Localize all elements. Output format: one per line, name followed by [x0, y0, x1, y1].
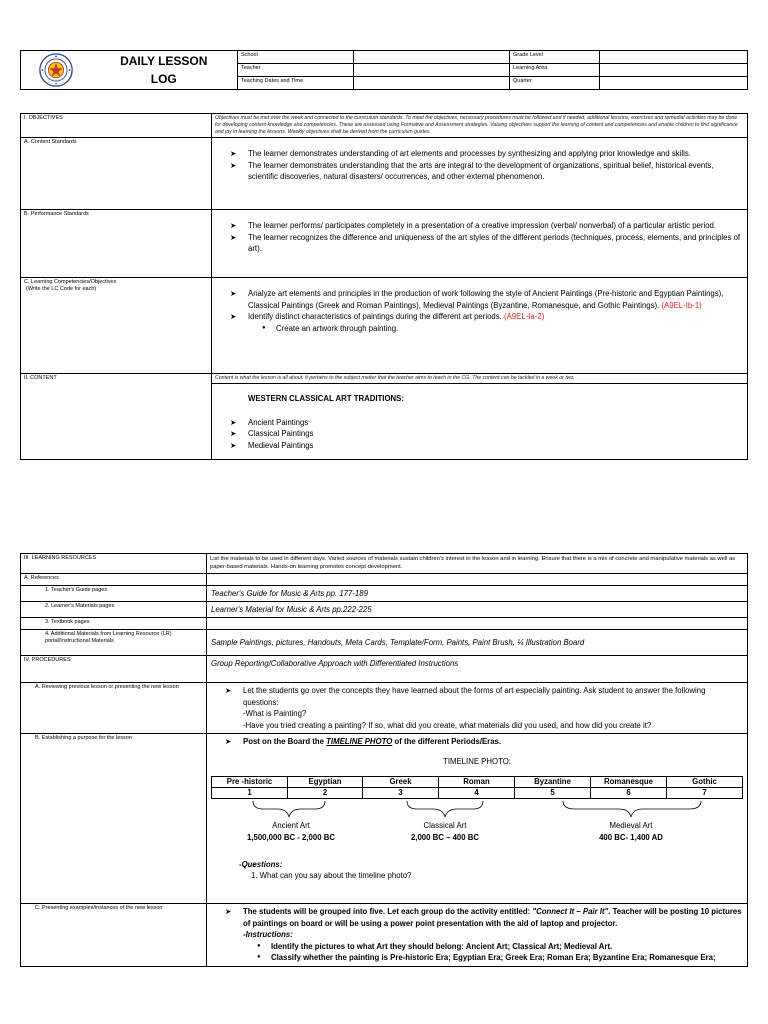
period-number: 1 [212, 788, 288, 799]
list-item: ● Identify the pictures to what Art they should belong: Ancient Art; Classical Art; Medieval Art. [257, 941, 743, 953]
era-classical [395, 820, 495, 844]
review-question-2: -Have you tried creating a painting? If so, what did you create, what materials did you used, and how did you create it? [243, 720, 652, 730]
reviewing-lesson-label: A. Reviewing previous lesson or presenting the new lesson [21, 683, 207, 734]
instructions-label: -Instructions: [243, 930, 293, 939]
period-number: 3 [363, 788, 439, 799]
period-cell: Egyptian [288, 777, 363, 788]
grade-level-value[interactable] [600, 51, 748, 64]
period-cell: Byzantine [515, 777, 591, 788]
list-item [225, 685, 743, 731]
activity-text-pre: The students will be grouped into five. Let each group do the activity entitled: [243, 907, 533, 916]
period-cell: Roman [439, 777, 515, 788]
objectives-label: I. OBJECTIVES [21, 114, 212, 138]
competencies-list [216, 288, 743, 323]
period-cell: Romanesque [591, 777, 667, 788]
learners-materials-value: Learner's Material for Music & Arts pp.222-225 [207, 602, 748, 618]
list-item: ➤ Ancient Paintings [230, 417, 743, 429]
resources-note: List the materials to be used in different days. Varied sources of materials sustain children's interest in the lesson and in learning. Ensure that there is a mix of concrete and manipulative materials as well as paper-based materials. Hands-on learning promotes concept development. [207, 554, 748, 574]
learning-area-label: Learning Area [510, 64, 600, 77]
title-line-2: LOG [150, 72, 177, 86]
teachers-guide-value: Teacher's Guide for Music & Arts pp. 177-189 [207, 586, 748, 602]
list-item [230, 288, 743, 311]
purpose-list [211, 736, 743, 748]
timeline-question: 1. What can you say about the timeline photo? [251, 871, 412, 880]
references-value [207, 574, 748, 586]
review-question-1: -What is Painting? [243, 709, 307, 718]
school-value[interactable] [354, 51, 510, 64]
presenting-examples-label: C. Presenting examples/instances of the new lesson [21, 904, 207, 967]
period-number: 7 [667, 788, 743, 799]
lc-code-2: (A9EL-Ia-2) [504, 312, 545, 321]
objectives-note: Objectives must be met over the week and connected to the curriculum standards. To meet the objectives, necessary procedures must be followed and if needed, additional lessons, exercises and remedial activities may be done for developing content knowledge and competencies. These are assessed using Formative and Assessment strategies. Valuing objectives support the learning of content and competencies and enable children to find significance and joy in learning the lessons. Weekly objectives shall be derived from the curriculum guides. [212, 114, 748, 138]
period-cell: Greek [363, 777, 439, 788]
lc-code-1: (A9EL-Ib-1) [661, 300, 702, 310]
procedures-label: IV. PROCEDURES [21, 656, 207, 683]
competencies-cell [212, 278, 748, 374]
era-years: 1,500,000 BC - 2,000 BC [247, 833, 335, 842]
period-cell: Pre -historic [212, 777, 288, 788]
era-years: 2,000 BC – 400 BC [410, 833, 480, 842]
content-standards-label: A. Content Standards [21, 138, 212, 210]
era-name: Ancient Art [272, 821, 310, 830]
competency-2-text: Identify distinct characteristics of paintings during the different art periods. [248, 312, 504, 321]
objectives-content-table [20, 113, 748, 460]
instructions-list [211, 941, 743, 964]
teachers-guide-label: 1. Teacher's Guide pages [21, 586, 207, 602]
list-item: ➤ Classical Paintings [230, 428, 743, 440]
content-note: Content is what the lesson is all about. It pertains to the subject matter that the teacher aims to teach in the CG. The content can be tackled in a week or two. [212, 374, 747, 384]
performance-standards-cell [212, 210, 748, 278]
content-heading: WESTERN CLASSICAL ART TRADITIONS: [248, 394, 404, 403]
textbook-value [207, 618, 748, 630]
list-item: ➤ The learner demonstrates understanding of art elements and processes by synthesizing and applying prior knowledge and skills. [230, 148, 743, 160]
period-number: 5 [515, 788, 591, 799]
review-intro: Let the students go over the concepts they have learned about the forms of art especially painting. Ask student to answer the following questions: [243, 686, 706, 707]
era-name: Medieval Art [609, 821, 653, 830]
quarter-value[interactable] [600, 77, 748, 90]
resources-procedures-table [20, 553, 748, 967]
list-item: ➤ The learner demonstrates understanding that the arts are integral to the development of organizations, spiritual belief, historical events, scientific discoveries, natural disasters/ occurrences, and other external phenomenon. [230, 160, 743, 183]
procedures-value: Group Reporting/Collaborative Approach with Differentiated Instructions [207, 656, 748, 683]
era-name: Classical Art [423, 821, 467, 830]
competency-1-text: Analyze art elements and principles in the production of work following the style of Ancient Paintings (Pre-historic and Egyptian Paintings), Classical Paintings (Greek and Roman Paintings), Medieval Paintings (Byzantine, Romanesque, and Gothic Paintings). [248, 289, 724, 310]
teacher-label: Teacher [238, 64, 354, 77]
teacher-value[interactable] [354, 64, 510, 77]
reviewing-list [211, 685, 743, 731]
competencies-label-cell [21, 278, 212, 374]
teaching-dates-value[interactable] [354, 77, 510, 90]
brace-icon [211, 799, 743, 819]
additional-materials-value: Sample Paintings, pictures, Handouts, Meta Cards, Template/Form, Paints, Paint Brush, ¼ Illustration Board [207, 630, 748, 656]
timeline-table [211, 776, 743, 799]
period-number: 6 [591, 788, 667, 799]
purpose-label: B. Establishing a purpose for the lesson [21, 734, 207, 904]
activity-title: "Connect It – Pair It" [532, 907, 609, 916]
questions-label: -Questions: [239, 860, 283, 869]
timeline-title: TIMELINE PHOTO: [443, 756, 511, 766]
competencies-label: C. Learning Competencies/Objectives [24, 279, 117, 285]
learning-area-value[interactable] [600, 64, 748, 77]
activity-text-post: . Teacher will be posting 10 pictures of paintings on board or will be using a power point presentation with the aid of laptop and projector. [243, 907, 742, 928]
deped-seal-icon [39, 53, 73, 87]
era-braces [211, 799, 743, 859]
content-label: II. CONTENT [21, 374, 212, 460]
presenting-examples-cell [207, 904, 748, 967]
era-years: 400 BC- 1,400 AD [599, 833, 663, 842]
performance-standards-label: B. Performance Standards [21, 210, 212, 278]
period-number: 4 [439, 788, 515, 799]
reviewing-lesson-cell [207, 683, 748, 734]
list-item [225, 906, 743, 929]
presenting-list [211, 906, 743, 929]
era-ancient [241, 820, 341, 844]
competencies-bullets [216, 323, 743, 335]
list-item: ➤ The learner performs/ participates completely in a presentation of a creative impression (verbal/ nonverbal) of a particular artistic period. [230, 220, 743, 232]
quarter-label: Quarter [510, 77, 600, 90]
textbook-label: 3. Textbook pages [21, 618, 207, 630]
purpose-cell [207, 734, 748, 904]
performance-standards-list [216, 220, 743, 255]
document-title [91, 51, 238, 90]
period-cell: Gothic [667, 777, 743, 788]
grade-level-label: Grade Level [510, 51, 600, 64]
post-text-pre: Post on the Board the [243, 737, 327, 746]
list-item [225, 736, 743, 748]
era-medieval [581, 820, 681, 844]
content-standards-cell [212, 138, 748, 210]
logo-cell [21, 51, 91, 90]
additional-materials-label: 4. Additional Materials from Learning Resource (LR) portal/Instructional Materials [21, 630, 207, 656]
references-label: A. References [21, 574, 207, 586]
timeline-photo-emphasis: TIMELINE PHOTO [326, 737, 393, 746]
title-line-1: DAILY LESSON [120, 54, 208, 68]
content-cell [212, 374, 748, 460]
resources-label: III. LEARNING RESOURCES [21, 554, 207, 574]
period-number: 2 [288, 788, 363, 799]
list-item: ● Create an artwork through painting. [262, 323, 743, 335]
list-item: ➤ Medieval Paintings [230, 440, 743, 452]
competencies-sublabel: (Write the LC Code for each) [26, 286, 97, 292]
header-table [20, 50, 748, 90]
school-label: School [238, 51, 354, 64]
list-item: ● Classify whether the painting is Pre-historic Era; Egyptian Era; Greek Era; Roman Era; Byzantine Era; Romanesque Era; [257, 952, 743, 964]
list-item [230, 311, 743, 323]
content-standards-list [216, 148, 743, 183]
teaching-dates-label: Teaching Dates and Time [238, 77, 354, 90]
learners-materials-label: 2. Learner's Materials pages [21, 602, 207, 618]
list-item: ➤ The learner recognizes the difference and uniqueness of the art styles of the different periods (techniques, process, elements, and principles of art). [230, 232, 743, 255]
post-text-post: of the different Periods/Eras. [392, 737, 502, 746]
content-list [216, 417, 743, 452]
